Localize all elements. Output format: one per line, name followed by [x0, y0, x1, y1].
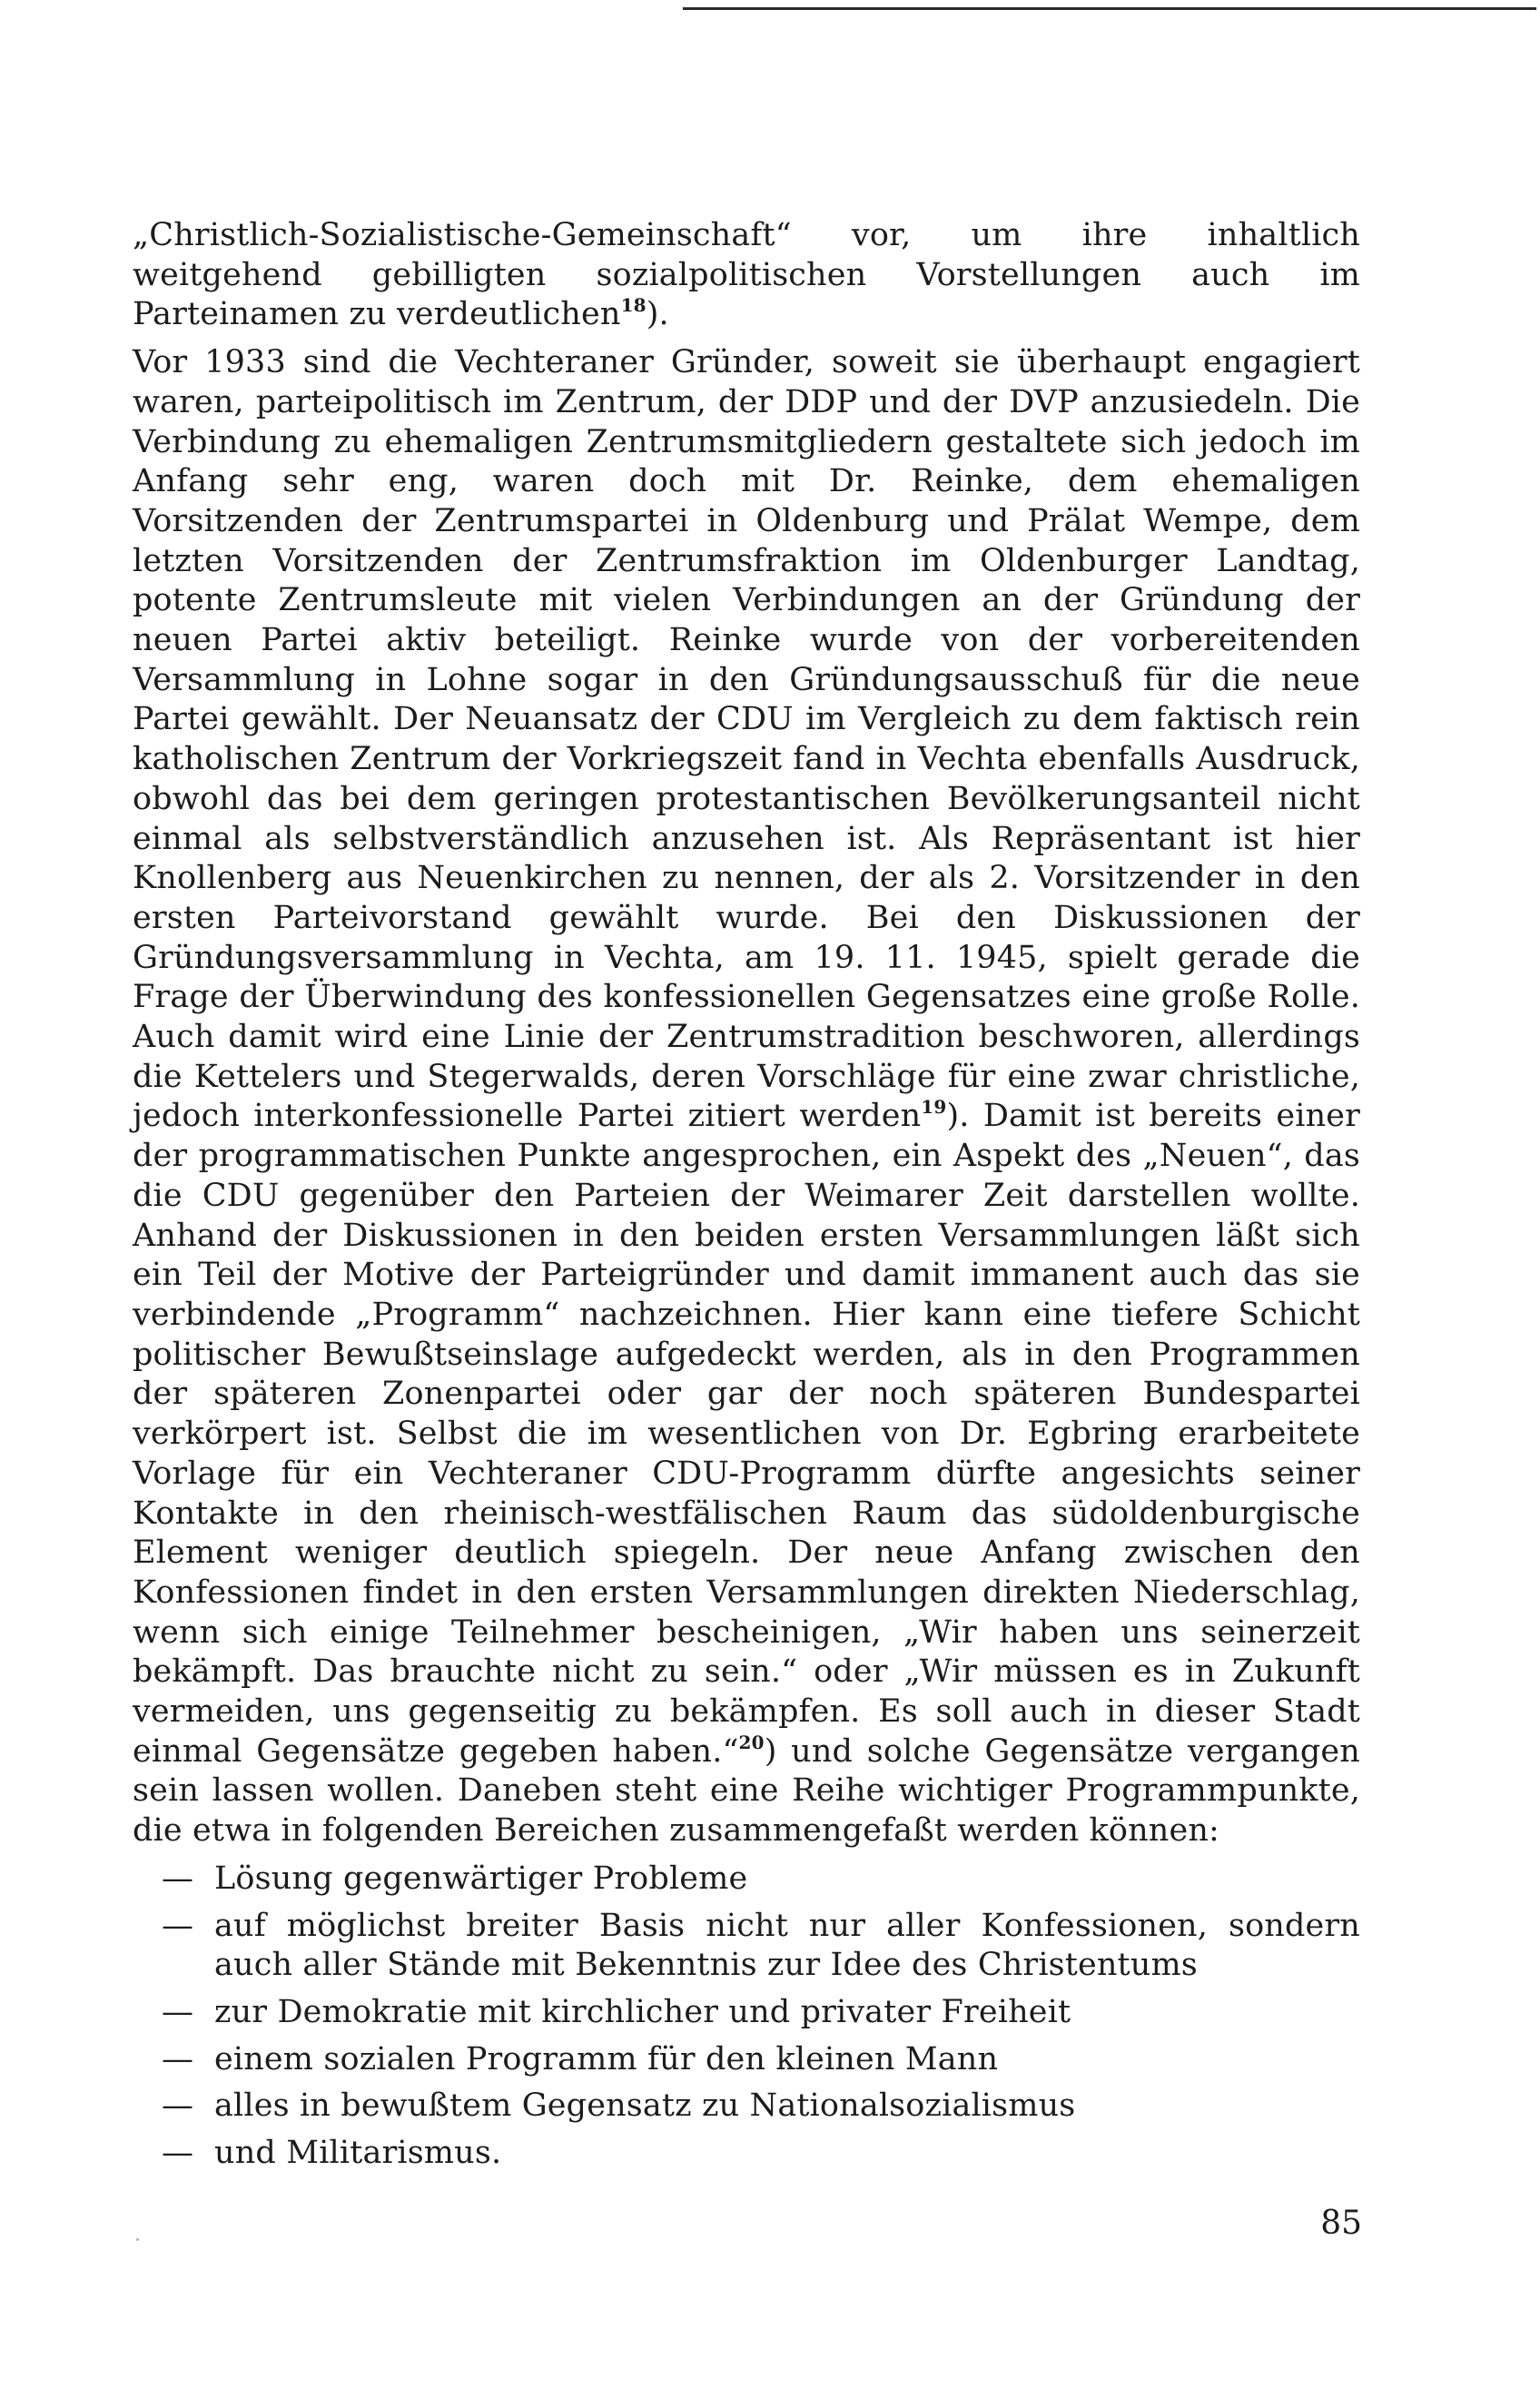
list-item — [133, 1907, 1360, 1986]
list-item — [133, 1993, 1360, 2033]
list-item-text: Lösung gegenwärtiger Probleme — [214, 1860, 748, 1897]
list-item — [133, 2087, 1360, 2127]
footnote-ref-20[interactable]: 20 — [738, 1731, 765, 1753]
page-number: 85 — [1320, 2205, 1362, 2242]
list-item-text: alles in bewußtem Gegensatz zu Nationalsozialismus — [214, 2087, 1076, 2125]
paragraph-1-tail: ). — [646, 296, 669, 333]
list-item — [133, 2134, 1360, 2174]
footnote-ref-18[interactable]: 18 — [620, 294, 647, 317]
dash-marker: — — [162, 2135, 194, 2172]
list-item-text: und Militarismus. — [214, 2135, 502, 2172]
paragraph-1 — [133, 216, 1360, 335]
paragraph-2-middle: ). Damit ist bereits einer der programmatischen Punkte angesprochen, ein Aspekt des „Neuen“, das die CDU gegenüber den Parteien der Weimarer Zeit darstellen wollte. Anhand der Diskussionen in den beiden ersten Versammlungen läßt sich ein Teil der Motive der Parteigründer und damit immanent auch das sie verbindende „Programm“ nachzeichnen. Hier kann eine tiefere Schicht politischer Bewußtseinslage aufgedeckt werden, als in den Programmen der späteren Zonenpartei oder gar der noch späteren Bundespartei verkörpert ist. Selbst die im wesentlichen von Dr. Egbring erarbeitete Vorlage für ein Vechteraner CDU-Programm dürfte angesichts seiner Kontakte in den rheinisch-westfälischen Raum das südoldenburgische Element weniger deutlich spiegeln. Der neue Anfang zwischen den Konfessionen findet in den ersten Versammlungen direkten Niederschlag, wenn sich einige Teilnehmer bescheinigen, „Wir haben uns seinerzeit bekämpft. Das brauchte nicht zu sein.“ oder „Wir müssen es in Zukunft vermeiden, uns gegenseitig zu bekämpfen. Es soll auch in dieser Stadt einmal Gegensätze gegeben haben.“ — [133, 1098, 1360, 1770]
list-item — [133, 1860, 1360, 1900]
list-item-text: einem sozialen Programm für den kleinen Mann — [214, 2040, 999, 2077]
paragraph-2 — [133, 343, 1360, 1851]
paragraph-2-tail: ) und solche Gegensätze vergangen sein lassen wollen. Daneben steht eine Reihe wichtiger Programmpunkte, die etwa in folgenden Bereichen zusammengefaßt werden können: — [133, 1732, 1360, 1850]
paragraph-2-text: Vor 1933 sind die Vechteraner Gründer, soweit sie überhaupt engagiert waren, parteipolitisch im Zentrum, der DDP und der DVP anzusiedeln. Die Verbindung zu ehemaligen Zentrumsmitgliedern gestaltete sich jedoch im Anfang sehr eng, waren doch mit Dr. Reinke, dem ehemaligen Vorsitzenden der Zentrumspartei in Oldenburg und Prälat Wempe, dem letzten Vorsitzenden der Zentrumsfraktion im Oldenburger Landtag, potente Zentrumsleute mit vielen Verbindungen an der Gründung der neuen Partei aktiv beteiligt. Reinke wurde von der vorbereitenden Versammlung in Lohne sogar in den Gründungsausschuß für die neue Partei gewählt. Der Neuansatz der CDU im Vergleich zu dem faktisch rein katholischen Zentrum der Vorkriegszeit fand in Vechta ebenfalls Ausdruck, obwohl das bei dem geringen protestantischen Bevölkerungsanteil nicht einmal als selbstverständlich anzusehen ist. Als Repräsentant ist hier Knollenberg aus Neuenkirchen zu nennen, der als 2. Vorsitzender in den ersten Parteivorstand gewählt wurde. Bei den Diskussionen der Gründungsversammlung in Vechta, am 19. 11. 1945, spielt gerade die Frage der Überwindung des konfessionellen Gegensatzes eine große Rolle. Auch damit wird eine Linie der Zentrumstradition beschworen, allerdings die Kettelers und Stegerwalds, deren Vorschläge für eine zwar christliche, jedoch interkonfessionelle Partei zitiert werden — [133, 344, 1360, 1135]
dash-marker: — — [162, 1907, 194, 1944]
dash-marker: — — [162, 2087, 194, 2125]
dash-marker: — — [162, 1860, 194, 1897]
list-item-text: zur Demokratie mit kirchlicher und privater Freiheit — [214, 1993, 1071, 2030]
paragraph-1-text: „Christlich-Sozialistische-Gemeinschaft“ vor, um ihre inhaltlich weitgehend gebilligten sozialpolitischen Vorstellungen auch im Parteinamen zu verdeutlichen — [133, 217, 1360, 333]
body-text — [133, 216, 1360, 2181]
dash-marker: — — [162, 2040, 194, 2077]
dash-marker: — — [162, 1993, 194, 2030]
list-item — [133, 2040, 1360, 2080]
list-item-text: auf möglichst breiter Basis nicht nur aller Konfessionen, sondern auch aller Stände mit Bekenntnis zur Idee des Christentums — [214, 1907, 1360, 1984]
program-points-list — [133, 1860, 1360, 2174]
scan-speck — [136, 2238, 139, 2241]
footnote-ref-19[interactable]: 19 — [921, 1096, 947, 1119]
top-rule — [683, 7, 1536, 10]
